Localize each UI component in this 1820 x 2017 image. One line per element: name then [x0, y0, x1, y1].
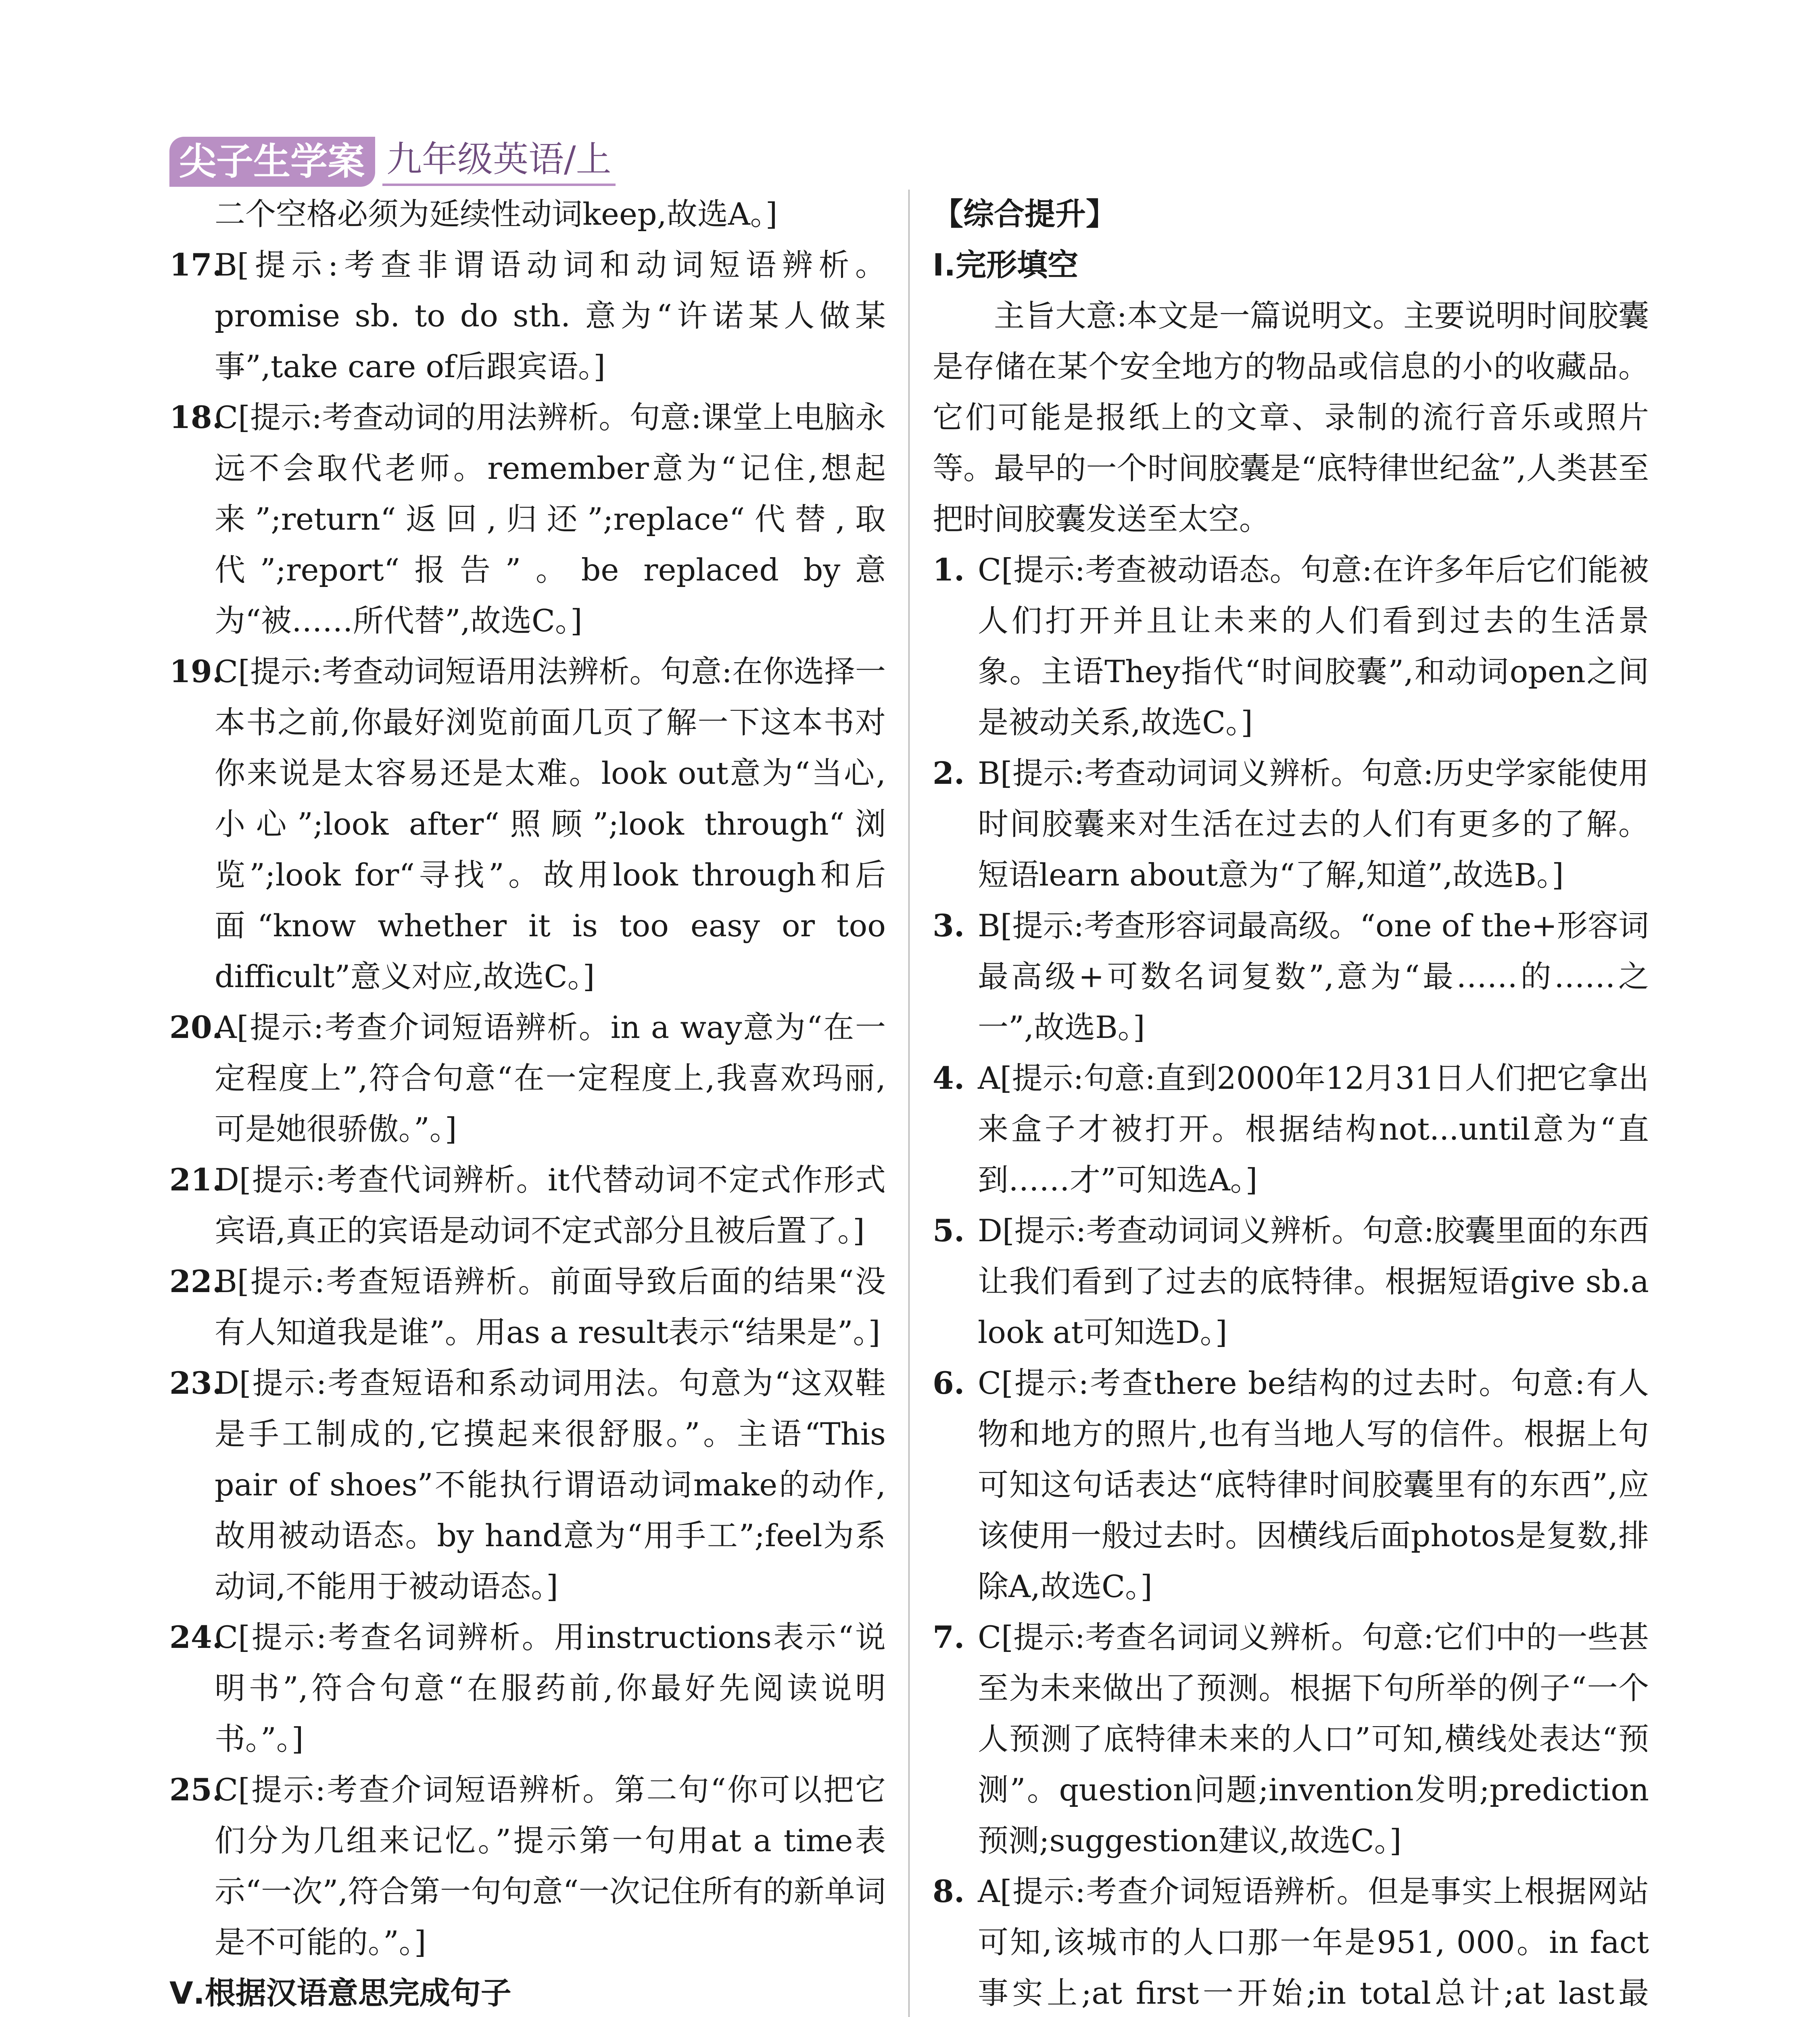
- section-heading-comprehensive: 【综合提升】: [933, 196, 1117, 232]
- section-title-v: Ⅴ.根据汉语意思完成句子: [169, 1975, 511, 2011]
- cloze-answer-8: 8. A[提示:考查介词短语辨析。但是事实上根据网站可知,该城市的人口那一年是951, 000。in fact事实上;at first一开始;in total总计;at last最: [933, 1873, 1649, 2011]
- section-title-cloze: Ⅰ.完形填空: [933, 247, 1079, 283]
- answer-item-20: 20. A[提示:考查介词短语辨析。in a way意为“在一定程度上”,符合句意“在一定程度上,我喜欢玛丽,可是她很骄傲。”。]: [169, 1009, 886, 1147]
- continued-answer-16: 二个空格必须为延续性动词keep,故选A。]: [215, 196, 778, 232]
- answer-item-19: 19. C[提示:考查动词短语用法辨析。句意:在你选择一本书之前,你最好浏览前面几页了解一下这本书对你来说是太容易还是太难。look out意为“当心,小心”;look after“照顾”;look through“浏览”;look for“寻找”。故用look through和后面“know whether it is too easy or too difficult”意义对应,故选C。]: [169, 654, 886, 994]
- answer-item-25: 25. C[提示:考查介词短语辨析。第二句“你可以把它们分为几组来记忆。”提示第一句用at a time表示“一次”,符合第一句句意“一次记住所有的新单词是不可能的。”。]: [169, 1772, 886, 1960]
- page-header: [169, 136, 616, 188]
- book-subtitle: 九年级英语/上: [382, 138, 616, 186]
- cloze-answer-6: 6. C[提示:考查there be结构的过去时。句意:有人物和地方的照片,也有当地人写的信件。根据上句可知这句话表达“底特律时间胶囊里有的东西”,应该使用一般过去时。因横线后面photos是复数,排除A,故选C。]: [933, 1365, 1649, 1604]
- cloze-answer-3: 3. B[提示:考查形容词最高级。“one of the+形容词最高级+可数名词复数”,意为“最……的……之一”,故选B。]: [933, 908, 1649, 1045]
- column-divider: [908, 190, 910, 2017]
- answer-item-22: 22. B[提示:考查短语辨析。前面导致后面的结果“没有人知道我是谁”。用as a result表示“结果是”。]: [169, 1263, 886, 1350]
- cloze-answer-4: 4. A[提示:句意:直到2000年12月31日人们把它拿出来盒子才被打开。根据结构not...until意为“直到……才”可知选A。]: [933, 1060, 1649, 1198]
- cloze-answer-1: 1. C[提示:考查被动语态。句意:在许多年后它们能被人们打开并且让未来的人们看到过去的生活景象。主语They指代“时间胶囊”,和动词open之间是被动关系,故选C。]: [933, 552, 1649, 740]
- cloze-answer-2: 2. B[提示:考查动词词义辨析。句意:历史学家能使用时间胶囊来对生活在过去的人们有更多的了解。短语learn about意为“了解,知道”,故选B。]: [933, 755, 1649, 893]
- answer-item-17: 17. B[提示:考查非谓语动词和动词短语辨析。promise sb. to do sth. 意为“许诺某人做某事”,take care of后跟宾语。]: [169, 247, 886, 384]
- answer-item-21: 21. D[提示:考查代词辨析。it代替动词不定式作形式宾语,真正的宾语是动词不定式部分且被后置了。]: [169, 1162, 886, 1249]
- cloze-answer-7: 7. C[提示:考查名词词义辨析。句意:它们中的一些甚至为未来做出了预测。根据下句所举的例子“一个人预测了底特律未来的人口”可知,横线处表达“预测”。question问题;invention发明;prediction预测;suggestion建议,故选C。]: [933, 1619, 1649, 1858]
- passage-summary: 主旨大意:本文是一篇说明文。主要说明时间胶囊是存储在某个安全地方的物品或信息的小的收藏品。它们可能是报纸上的文章、录制的流行音乐或照片等。最早的一个时间胶囊是“底特律世纪盆”,人类甚至把时间胶囊发送至太空。: [933, 298, 1649, 537]
- answer-item-24: 24. C[提示:考查名词辨析。用instructions表示“说明书”,符合句意“在服药前,你最好先阅读说明书。”。]: [169, 1619, 886, 1757]
- right-column: [933, 189, 1649, 2017]
- answer-item-18: 18. C[提示:考查动词的用法辨析。句意:课堂上电脑永远不会取代老师。remember意为“记住,想起来”;return“返回,归还”;replace“代替,取代”;report“报告”。be replaced by意为“被……所代替”,故选C。]: [169, 399, 886, 639]
- answer-item-23: 23. D[提示:考查短语和系动词用法。句意为“这双鞋是手工制成的,它摸起来很舒服。”。主语“This pair of shoes”不能执行谓语动词make的动作,故用被动语态。by hand意为“用手工”;feel为系动词,不能用于被动语态。]: [169, 1365, 886, 1604]
- brand-label: 尖子生学案: [169, 137, 375, 187]
- cloze-answer-5: 5. D[提示:考查动词词义辨析。句意:胶囊里面的东西让我们看到了过去的底特律。根据短语give sb.a look at可知选D。]: [933, 1213, 1649, 1350]
- left-column: [169, 189, 886, 2017]
